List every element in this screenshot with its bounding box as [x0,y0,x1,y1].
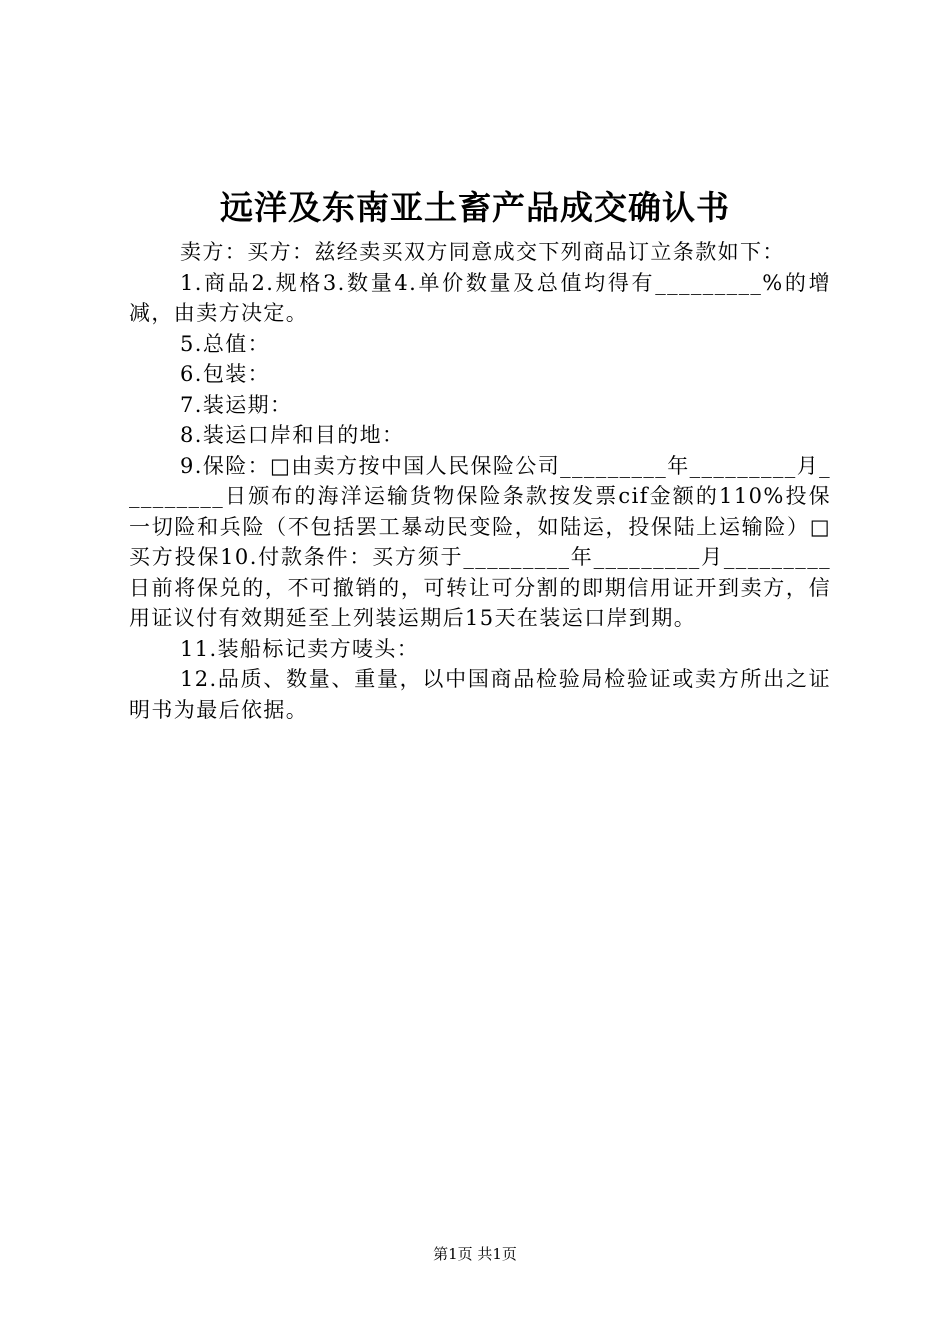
document-body [129,237,831,725]
paragraph-parties: 卖方：买方：兹经卖买双方同意成交下列商品订立条款如下： [180,240,785,264]
paragraph-goods-spec: 1.商品2.规格3.数量4.单价数量及总值均得有_________%的增减，由卖方决定。 [129,270,831,325]
paragraph-insurance-payment: 9.保险：□由卖方按中国人民保险公司_________年_________月_________日颁布的海洋运输货物保险条款按发票cif金额的110%投保一切险和兵险（不包括罢工暴动民变险，如陆运，投保陆上运输险）□买方投保10.付款条件：买方须于_________年_________月_________日前将保兑的，不可撤销的，可转让可分割的即期信用证开到卖方，信用证议付有效期延至上列装运期后15天在装运口岸到期。 [129,453,831,630]
document-title: 远洋及东南亚土畜产品成交确认书 [220,188,730,227]
paragraph-shipment-period: 7.装运期： [180,392,293,417]
page-footer: 第1页 共1页 [433,1245,517,1263]
paragraph-packing: 6.包装： [180,362,271,386]
paragraph-quality: 12.品质、数量、重量，以中国商品检验局检验证或卖方所出之证明书为最后依据。 [129,667,831,722]
paragraph-total-value: 5.总值： [180,331,271,356]
paragraph-shipping-marks: 11.装船标记卖方唛头： [180,636,420,661]
paragraph-ports: 8.装运口岸和目的地： [180,423,405,447]
